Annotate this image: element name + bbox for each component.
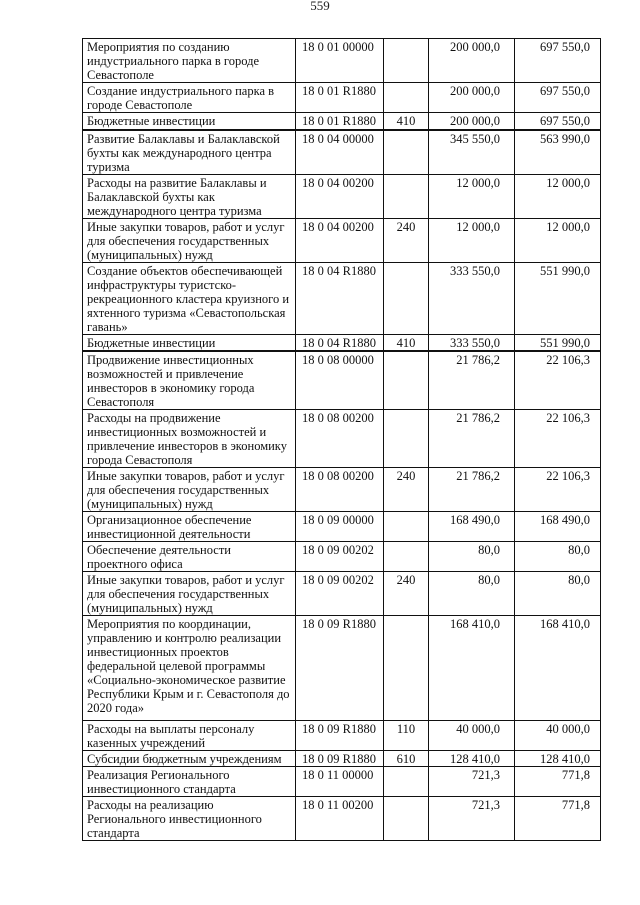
table-row — [83, 83, 601, 113]
row-expense-type-cell — [384, 409, 429, 467]
table-row — [83, 130, 601, 175]
row-code-cell: 18 0 09 R1880 — [296, 615, 384, 720]
table-row — [83, 571, 601, 615]
row-name-cell: Расходы на реализацию Регионального инвестиционного стандарта — [83, 796, 296, 840]
row-amount-year1-cell: 80,0 — [429, 571, 515, 615]
row-code-cell: 18 0 08 00000 — [296, 351, 384, 410]
row-code-cell: 18 0 08 00200 — [296, 409, 384, 467]
row-code-cell: 18 0 01 R1880 — [296, 113, 384, 130]
page-number: 559 — [310, 0, 330, 13]
row-expense-type-cell — [384, 541, 429, 571]
row-code-cell: 18 0 09 00000 — [296, 511, 384, 541]
budget-table-body — [83, 39, 601, 841]
budget-table — [82, 38, 601, 841]
row-amount-year1-cell: 721,3 — [429, 796, 515, 840]
row-code-cell: 18 0 01 00000 — [296, 39, 384, 83]
row-amount-year2-cell: 168 490,0 — [515, 511, 601, 541]
row-amount-year2-cell: 12 000,0 — [515, 174, 601, 218]
row-expense-type-cell — [384, 351, 429, 410]
row-amount-year2-cell: 22 106,3 — [515, 467, 601, 511]
row-name-cell: Развитие Балаклавы и Балаклавской бухты как международного центра туризма — [83, 130, 296, 175]
row-amount-year1-cell: 168 490,0 — [429, 511, 515, 541]
row-amount-year1-cell: 200 000,0 — [429, 113, 515, 130]
table-row — [83, 720, 601, 750]
row-code-cell: 18 0 04 00200 — [296, 218, 384, 262]
row-amount-year2-cell: 22 106,3 — [515, 409, 601, 467]
table-row — [83, 511, 601, 541]
table-row — [83, 262, 601, 334]
row-amount-year2-cell: 80,0 — [515, 571, 601, 615]
row-name-cell: Мероприятия по координации, управлению и контролю реализации инвестиционных проектов федеральной целевой программы «Социально-экономическое развитие Республики Крым и г. Севастополя до 2020 года» — [83, 615, 296, 720]
row-amount-year2-cell: 80,0 — [515, 541, 601, 571]
table-row — [83, 766, 601, 796]
row-code-cell: 18 0 11 00000 — [296, 766, 384, 796]
row-name-cell: Продвижение инвестиционных возможностей и привлечение инвесторов в экономику города Севастополя — [83, 351, 296, 410]
table-row — [83, 796, 601, 840]
row-amount-year2-cell: 697 550,0 — [515, 83, 601, 113]
row-amount-year2-cell: 128 410,0 — [515, 750, 601, 766]
row-amount-year1-cell: 200 000,0 — [429, 39, 515, 83]
row-amount-year2-cell: 551 990,0 — [515, 262, 601, 334]
row-name-cell: Создание объектов обеспечивающей инфраструктуры туристско-рекреационного кластера круизного и яхтенного туризма «Севастопольская гавань» — [83, 262, 296, 334]
row-expense-type-cell — [384, 796, 429, 840]
row-name-cell: Субсидии бюджетным учреждениям — [83, 750, 296, 766]
row-amount-year2-cell: 551 990,0 — [515, 334, 601, 351]
row-expense-type-cell — [384, 39, 429, 83]
row-amount-year1-cell: 345 550,0 — [429, 130, 515, 175]
row-expense-type-cell: 240 — [384, 571, 429, 615]
row-name-cell: Мероприятия по созданию индустриального парка в городе Севастополе — [83, 39, 296, 83]
row-name-cell: Организационное обеспечение инвестиционной деятельности — [83, 511, 296, 541]
row-amount-year2-cell: 697 550,0 — [515, 113, 601, 130]
row-expense-type-cell — [384, 511, 429, 541]
row-code-cell: 18 0 01 R1880 — [296, 83, 384, 113]
row-name-cell: Иные закупки товаров, работ и услуг для обеспечения государственных (муниципальных) нужд — [83, 218, 296, 262]
table-row — [83, 113, 601, 130]
row-amount-year1-cell: 21 786,2 — [429, 351, 515, 410]
row-amount-year1-cell: 333 550,0 — [429, 262, 515, 334]
row-expense-type-cell: 240 — [384, 218, 429, 262]
row-amount-year1-cell: 128 410,0 — [429, 750, 515, 766]
row-code-cell: 18 0 09 R1880 — [296, 720, 384, 750]
row-code-cell: 18 0 04 00200 — [296, 174, 384, 218]
row-amount-year2-cell: 12 000,0 — [515, 218, 601, 262]
row-amount-year1-cell: 333 550,0 — [429, 334, 515, 351]
row-name-cell: Расходы на продвижение инвестиционных возможностей и привлечение инвесторов в экономику города Севастополя — [83, 409, 296, 467]
row-name-cell: Расходы на развитие Балаклавы и Балаклавской бухты как международного центра туризма — [83, 174, 296, 218]
row-amount-year2-cell: 168 410,0 — [515, 615, 601, 720]
row-code-cell: 18 0 11 00200 — [296, 796, 384, 840]
table-row — [83, 467, 601, 511]
row-name-cell: Бюджетные инвестиции — [83, 113, 296, 130]
row-name-cell: Иные закупки товаров, работ и услуг для обеспечения государственных (муниципальных) нужд — [83, 467, 296, 511]
row-amount-year2-cell: 40 000,0 — [515, 720, 601, 750]
row-expense-type-cell: 240 — [384, 467, 429, 511]
row-expense-type-cell: 410 — [384, 113, 429, 130]
row-expense-type-cell: 610 — [384, 750, 429, 766]
table-row — [83, 409, 601, 467]
table-row — [83, 174, 601, 218]
table-row — [83, 218, 601, 262]
row-code-cell: 18 0 09 00202 — [296, 571, 384, 615]
row-name-cell: Создание индустриального парка в городе Севастополе — [83, 83, 296, 113]
row-amount-year1-cell: 21 786,2 — [429, 409, 515, 467]
row-code-cell: 18 0 09 R1880 — [296, 750, 384, 766]
table-row — [83, 615, 601, 720]
row-name-cell: Иные закупки товаров, работ и услуг для обеспечения государственных (муниципальных) нужд — [83, 571, 296, 615]
row-amount-year1-cell: 40 000,0 — [429, 720, 515, 750]
row-code-cell: 18 0 08 00200 — [296, 467, 384, 511]
table-row — [83, 351, 601, 410]
row-expense-type-cell — [384, 174, 429, 218]
row-code-cell: 18 0 04 00000 — [296, 130, 384, 175]
row-expense-type-cell: 410 — [384, 334, 429, 351]
row-amount-year1-cell: 168 410,0 — [429, 615, 515, 720]
row-name-cell: Реализация Регионального инвестиционного стандарта — [83, 766, 296, 796]
row-name-cell: Расходы на выплаты персоналу казенных учреждений — [83, 720, 296, 750]
row-amount-year2-cell: 697 550,0 — [515, 39, 601, 83]
row-expense-type-cell — [384, 615, 429, 720]
row-code-cell: 18 0 04 R1880 — [296, 262, 384, 334]
table-row — [83, 541, 601, 571]
row-expense-type-cell — [384, 83, 429, 113]
row-amount-year2-cell: 563 990,0 — [515, 130, 601, 175]
row-expense-type-cell — [384, 262, 429, 334]
row-expense-type-cell — [384, 130, 429, 175]
row-expense-type-cell — [384, 766, 429, 796]
row-name-cell: Бюджетные инвестиции — [83, 334, 296, 351]
row-expense-type-cell: 110 — [384, 720, 429, 750]
row-amount-year1-cell: 80,0 — [429, 541, 515, 571]
row-amount-year1-cell: 12 000,0 — [429, 174, 515, 218]
table-row — [83, 334, 601, 351]
row-amount-year1-cell: 200 000,0 — [429, 83, 515, 113]
row-amount-year2-cell: 22 106,3 — [515, 351, 601, 410]
row-code-cell: 18 0 09 00202 — [296, 541, 384, 571]
table-row — [83, 39, 601, 83]
row-amount-year1-cell: 12 000,0 — [429, 218, 515, 262]
row-code-cell: 18 0 04 R1880 — [296, 334, 384, 351]
row-amount-year1-cell: 21 786,2 — [429, 467, 515, 511]
row-amount-year2-cell: 771,8 — [515, 766, 601, 796]
table-row — [83, 750, 601, 766]
row-name-cell: Обеспечение деятельности проектного офиса — [83, 541, 296, 571]
row-amount-year1-cell: 721,3 — [429, 766, 515, 796]
row-amount-year2-cell: 771,8 — [515, 796, 601, 840]
